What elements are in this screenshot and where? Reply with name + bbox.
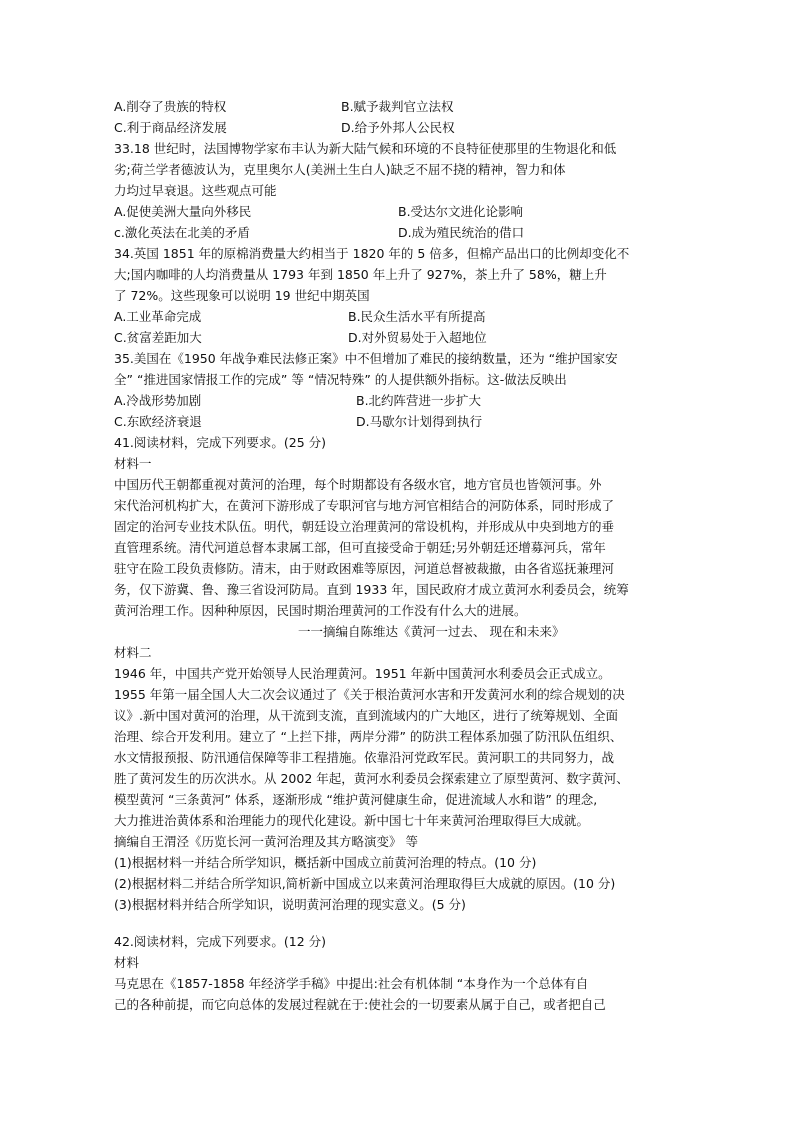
q41-material1-line: 黄河治理工作。因种种原因，民国时期治理黄河的工作没有什么大的进展。	[114, 603, 527, 618]
q41-material2-line: 议》.新中国对黄河的治理，从干流到支流，直到流域内的广大地区，进行了统筹规划、全面	[114, 708, 618, 723]
q32-option-d: D.给予外邦人公民权	[341, 120, 455, 135]
q41-material1-line: 中国历代王朝都重视对黄河的治理，每个时期都设有各级水官，地方官员也皆领河事。外	[114, 477, 602, 492]
q35-option-d: D.马歇尔计划得到执行	[356, 414, 483, 429]
q32-option-b: B.赋予裁判官立法权	[341, 99, 454, 114]
q41-question-1: (1)根据材料一并结合所学知识，概括新中国成立前黄河治理的特点。(10 分)	[114, 855, 537, 870]
q41-question-3: (3)根据材料并结合所学知识，说明黄河治理的现实意义。(5 分)	[114, 897, 466, 912]
q42-material-label: 材料	[114, 955, 140, 970]
q41-material1-line: 直管理系统。清代河道总督本隶属工部，但可直接受命于朝廷;另外朝廷还增募河兵，常年	[114, 540, 606, 555]
q41-material1-source: 一一摘编自陈维达《黄河一过去、 现在和未来》	[298, 624, 565, 639]
q35-stem-line: 全” “推进国家情报工作的完成” 等 “情况特殊” 的人提供额外指标。这-做法反映出	[114, 372, 567, 387]
q42-material-line: 己的各种前提，而它向总体的发展过程就在于:使社会的一切要素从属于自己，或者把自己	[114, 997, 606, 1012]
q41-material2-line: 胜了黄河发生的历次洪水。从 2002 年起，黄河水利委员会探索建立了原型黄河、数字黄河、	[114, 771, 629, 786]
q41-material2-line: 大力推进治黄体系和治理能力的现代化建设。新中国七十年来黄河治理取得巨大成就。	[114, 813, 590, 828]
q33-stem-line: 力均过早衰退。这些观点可能	[114, 183, 277, 198]
q34-option-d: D.对外贸易处于入超地位	[348, 330, 487, 345]
q34-stem-line: 大;国内咖啡的人均消费量从 1793 年到 1850 年上升了 927%，茶上升了 58%，糖上升	[114, 267, 607, 282]
q34-stem-line: 了 72%。这些现象可以说明 19 世纪中期英国	[114, 288, 370, 303]
q32-option-c: C.利于商品经济发展	[114, 120, 227, 135]
q41-title: 41.阅读材料，完成下列要求。(25 分)	[114, 435, 327, 450]
q41-material2-label: 材料二	[114, 645, 152, 660]
q41-material2-source: 摘编自王渭泾《历览长河一黄河治理及其方略演变》 等	[114, 834, 418, 849]
q42-material-line: 马克思在《1857-1858 年经济学手稿》中提出:社会有机体制 “本身作为一个总体有自	[114, 976, 589, 991]
q35-option-a: A.冷战形势加剧	[114, 393, 202, 408]
q34-option-b: B.民众生活水平有所提高	[348, 309, 486, 324]
q33-stem-line: 33.18 世纪时，法国博物学家布丰认为新大陆气候和环境的不良特征使那里的生物退化和低	[114, 141, 617, 156]
q41-material1-line: 驻守在险工段负责修防。清末，由于财政困难等原因，河道总督被裁撤，由各省巡抚兼理河	[114, 561, 615, 576]
q41-material1-label: 材料一	[114, 456, 152, 471]
q41-material2-line: 1946 年，中国共产党开始领导人民治理黄河。1951 年新中国黄河水利委员会正式成立。	[114, 666, 611, 681]
q35-stem-line: 35.美国在《1950 年战争难民法修正案》中不但增加了难民的接纳数量，还为 “维护国家安	[114, 351, 618, 366]
q34-stem-line: 34.英国 1851 年的原棉消费量大约相当于 1820 年的 5 倍多，但棉产品出口的比例却变化不	[114, 246, 630, 261]
q42-title: 42.阅读材料，完成下列要求。(12 分)	[114, 934, 327, 949]
q41-material2-line: 治理、综合开发利用。建立了 “上拦下排，两岸分滞” 的防洪工程体系加强了防汛队伍组织、	[114, 729, 623, 744]
q34-option-a: A.工业革命完成	[114, 309, 202, 324]
q33-option-a: A.促使美洲大量向外移民	[114, 204, 252, 219]
q41-material2-line: 1955 年第一届全国人大二次会议通过了《关于根治黄河水害和开发黄河水利的综合规划的决	[114, 687, 625, 702]
q35-option-b: B.北约阵营进一步扩大	[356, 393, 482, 408]
q41-material1-line: 宋代治河机构扩大，在黄河下游形成了专职河官与地方河官相结合的河防体系，同时形成了	[114, 498, 615, 513]
q35-option-c: C.东欧经济衰退	[114, 414, 202, 429]
q32-option-a: A.削夺了贵族的特权	[114, 99, 227, 114]
q41-material2-line: 水文情报预报、防汛通信保障等非工程措施。依靠沿河党政军民。黄河职工的共同努力，战	[114, 750, 615, 765]
q33-option-d: D.成为殖民统治的借口	[398, 225, 525, 240]
q34-option-c: C.贫富差距加大	[114, 330, 202, 345]
q41-material1-line: 务，仅下游冀、鲁、豫三省设河防局。直到 1933 年，国民政府才成立黄河水利委员会，统筹	[114, 582, 629, 597]
q41-question-2: (2)根据材料二并结合所学知识,简析新中国成立以来黄河治理取得巨大成就的原因。(10 分)	[114, 876, 616, 891]
q33-stem-line: 劣;荷兰学者德波认为，克里奥尔人(美洲土生白人)缺乏不屈不挠的精神，智力和体	[114, 162, 566, 177]
q33-option-c: c.激化英法在北美的矛盾	[114, 225, 250, 240]
q41-material2-line: 模型黄河 “三条黄河” 体系，逐渐形成 “维护黄河健康生命，促进流域人水和谐” 的理念,	[114, 792, 598, 807]
q41-material1-line: 固定的治河专业技术队伍。明代，朝廷设立治理黄河的常设机构，并形成从中央到地方的垂	[114, 519, 615, 534]
q33-option-b: B.受达尔文进化论影响	[398, 204, 524, 219]
